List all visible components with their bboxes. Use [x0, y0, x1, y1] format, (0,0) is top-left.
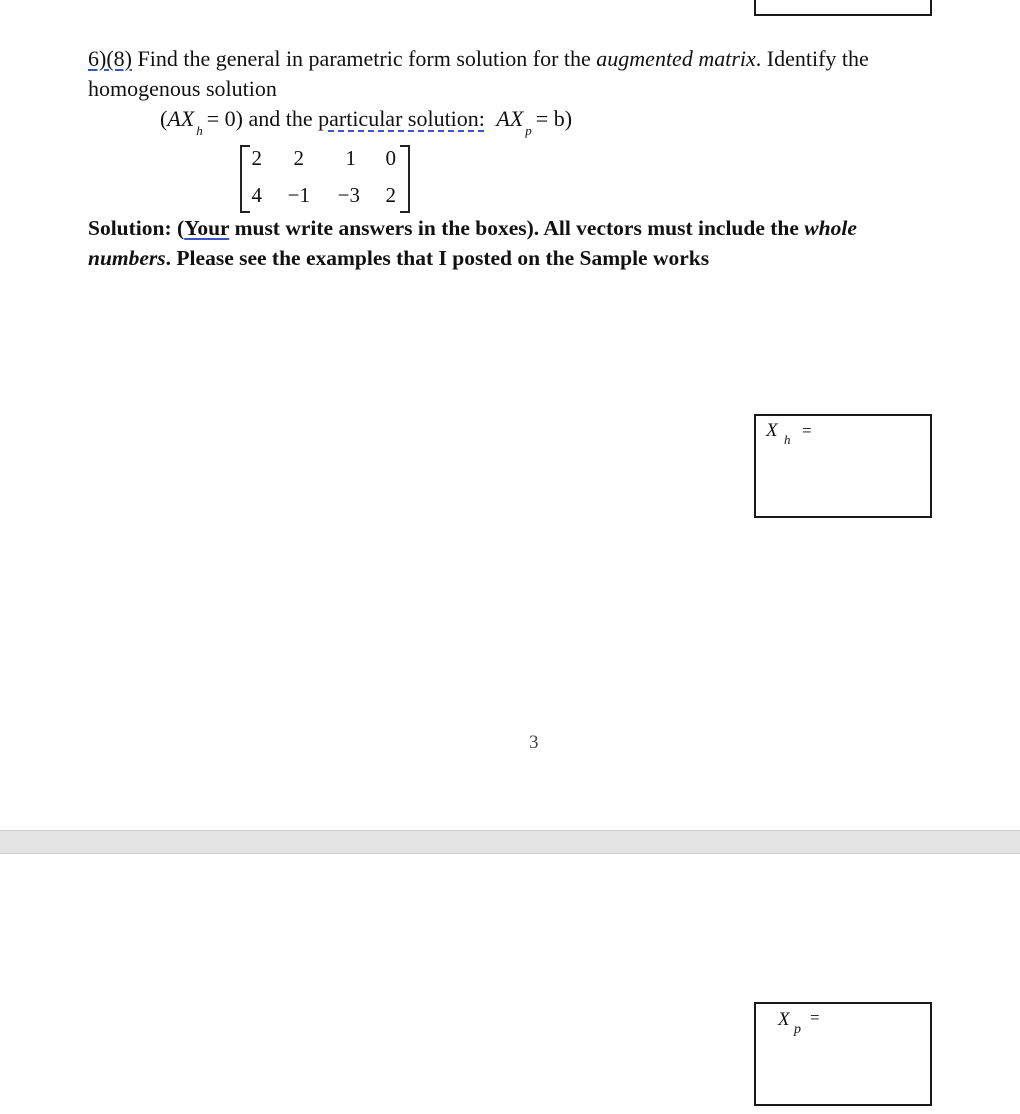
eq-hom-rhs: = 0): [206, 106, 243, 131]
xh-sub: h: [784, 432, 791, 447]
particular-answer-box[interactable]: [754, 1002, 932, 1106]
previous-answer-box[interactable]: [754, 0, 932, 16]
eq-mid-text: and the: [248, 106, 313, 131]
eq-part-sub: p: [525, 123, 532, 138]
matrix-right-bracket: [400, 145, 410, 213]
eq-part-rhs: = b): [535, 106, 573, 131]
homogeneous-answer-box[interactable]: [754, 414, 932, 518]
problem-text-part1: Find the general in parametric form solution for the: [137, 46, 591, 71]
solution-your: Your: [184, 216, 230, 240]
solution-numbers: numbers: [88, 246, 166, 270]
eq-hom-sub: h: [196, 123, 203, 138]
xp-eq: =: [810, 1008, 820, 1027]
augmented-matrix: [240, 143, 410, 213]
solution-instructions: [88, 213, 988, 273]
matrix-cell: 4: [251, 183, 262, 207]
solution-label: Solution:: [88, 216, 172, 240]
eq-hom-var: AX: [167, 106, 195, 131]
matrix-cell: 2: [251, 146, 262, 170]
problem-text-italic: augmented matrix: [596, 46, 756, 71]
eq-open-paren: (: [160, 106, 168, 131]
solution-whole: whole: [804, 216, 857, 240]
matrix-cell: 2: [385, 183, 396, 207]
problem-number: 6): [88, 46, 107, 71]
matrix-cell: 1: [345, 146, 356, 170]
matrix-cell: −3: [337, 183, 360, 207]
equation-line: [160, 104, 572, 137]
problem-text-part2: . Identify the: [755, 46, 869, 71]
problem-statement-line2: homogenous solution: [88, 76, 277, 101]
xp-sub: p: [794, 1022, 801, 1037]
xh-eq: =: [802, 421, 812, 440]
problem-statement-line1: [88, 44, 869, 74]
page-separator: [0, 830, 1020, 854]
solution-paren: (: [177, 216, 185, 240]
particular-solution-link: particular solution:: [318, 106, 485, 131]
xp-var: X: [778, 1009, 790, 1030]
xh-var: X: [766, 420, 778, 441]
eq-part-var: AX: [496, 106, 524, 131]
solution-text2: . Please see the examples that I posted on the Sample works: [165, 246, 710, 270]
matrix-cell: 2: [293, 146, 304, 170]
problem-points: (8): [106, 46, 132, 71]
matrix-cell: 0: [385, 146, 396, 170]
solution-text1: must write answers in the boxes). All vectors must include the: [234, 216, 799, 240]
page-number: 3: [529, 732, 539, 753]
matrix-cell: −1: [287, 183, 310, 207]
